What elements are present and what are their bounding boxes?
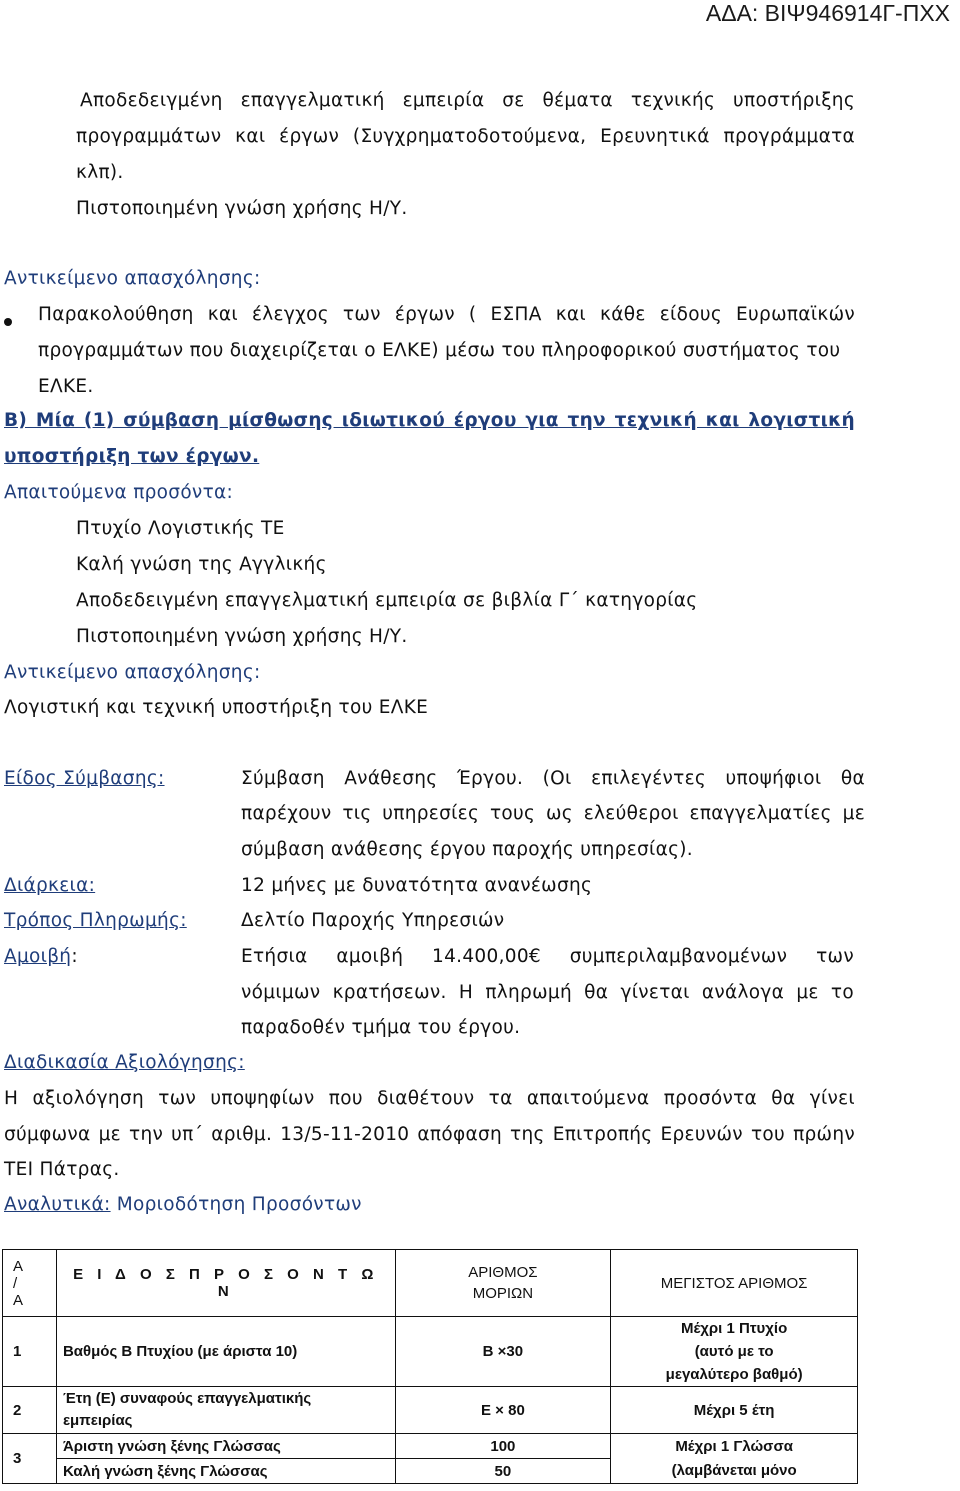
fee-colon: : — [71, 946, 78, 967]
table-row — [3, 1387, 858, 1434]
row-2-aa: 2 — [3, 1387, 57, 1434]
ada-header: ΑΔΑ: ΒΙΨ946914Γ-ΠΧΧ — [705, 0, 950, 26]
analytic-label: Αναλυτικά: — [4, 1194, 111, 1215]
row-4-kind: Καλή γνώση ξένης Γλώσσας — [56, 1459, 395, 1484]
fee-line-2: νόμιμων κρατήσεων. Η πληρωμή θα γίνεται ανάλογα με το — [241, 982, 854, 1003]
header-max: ΜΕΓΙΣΤΟΣ ΑΡΙΘΜΟΣ — [611, 1250, 858, 1317]
object-title-b: Αντικείμενο απασχόλησης: — [4, 662, 261, 683]
bullet-icon — [4, 318, 12, 326]
qual-line-1: Αποδεδειγμένη επαγγελματική εμπειρία σε θέματα τεχνικής υποστήριξης — [80, 90, 855, 111]
table-row — [3, 1317, 858, 1387]
evaluation-line-1: Η αξιολόγηση των υποψηφίων που διαθέτουν τα απαιτούμενα προσόντα θα γίνει — [4, 1088, 855, 1109]
qual-b-4: Πιστοποιημένη γνώση χρήσης Η/Υ. — [76, 626, 408, 647]
analytic-heading — [4, 1194, 362, 1215]
scoring-table — [2, 1249, 858, 1484]
contract-type-label: Είδος Σύμβασης: — [4, 768, 165, 789]
row-2-points: Ε × 80 — [395, 1387, 611, 1434]
contract-type-line-2: παρέχουν τις υπηρεσίες τους ως ελεύθεροι επαγγελματίες με — [241, 803, 865, 824]
qual-line-2: προγραμμάτων και έργων (Συγχρηματοδοτούμενα, Ερευνητικά προγράμματα — [76, 126, 855, 147]
duration-label: Διάρκεια: — [4, 875, 96, 896]
qual-line-4: Πιστοποιημένη γνώση χρήσης Η/Υ. — [76, 198, 408, 219]
evaluation-title: Διαδικασία Αξιολόγησης: — [4, 1052, 245, 1073]
row-3-kind: Άριστη γνώση ξένης Γλώσσας — [56, 1434, 395, 1459]
qual-b-2: Καλή γνώση της Αγγλικής — [76, 554, 327, 575]
row-4-points: 50 — [395, 1459, 611, 1484]
evaluation-line-3: ΤΕΙ Πάτρας. — [4, 1159, 120, 1180]
evaluation-line-2: σύμφωνα με την υπ΄ αριθμ. 13/5-11-2010 απόφαση της Επιτροπής Ερευνών του πρώην — [4, 1124, 855, 1145]
header-aa: Α / Α — [3, 1250, 57, 1317]
fee-label-group — [4, 946, 78, 967]
row-1-points: Β ×30 — [395, 1317, 611, 1387]
fee-line-1: Ετήσια αμοιβή 14.400,00€ συμπεριλαμβανομένων των — [241, 946, 854, 967]
fee-line-3: παραδοθέν τμήμα του έργου. — [241, 1017, 521, 1038]
row-1-kind: Βαθμός Β Πτυχίου (με άριστα 10) — [56, 1317, 395, 1387]
row-3-max: Μέχρι 1 Γλώσσα (λαμβάνεται μόνο — [611, 1434, 858, 1484]
quals-title-b: Απαιτούμενα προσόντα: — [4, 482, 234, 503]
table-header-row — [3, 1250, 858, 1317]
section-b-heading-1: Β) Μία (1) σύμβαση μίσθωσης ιδιωτικού έργου για την τεχνική και λογιστική — [4, 410, 855, 431]
row-3-points: 100 — [395, 1434, 611, 1459]
row-3-aa: 3 — [3, 1434, 57, 1484]
fee-label: Αμοιβή — [4, 946, 72, 967]
qual-b-3: Αποδεδειγμένη επαγγελματική εμπειρία σε βιβλία Γ΄ κατηγορίας — [76, 590, 698, 611]
object-line-a1: Παρακολούθηση και έλεγχος των έργων ( ΕΣΠΑ και κάθε είδους Ευρωπαϊκών — [38, 304, 855, 325]
section-b-heading-2: υποστήριξη των έργων. — [4, 446, 260, 467]
object-text-b: Λογιστική και τεχνική υποστήριξη του ΕΛΚΕ — [4, 697, 429, 718]
header-points: ΑΡΙΘΜΟΣ ΜΟΡΙΩΝ — [395, 1250, 611, 1317]
row-1-aa: 1 — [3, 1317, 57, 1387]
qual-b-1: Πτυχίο Λογιστικής ΤΕ — [76, 518, 285, 539]
object-title-a: Αντικείμενο απασχόλησης: — [4, 268, 261, 289]
payment-value: Δελτίο Παροχής Υπηρεσιών — [241, 910, 505, 931]
payment-label: Τρόπος Πληρωμής: — [4, 910, 187, 931]
row-2-kind: Έτη (Ε) συναφούς επαγγελματικής εμπειρίας — [56, 1387, 395, 1434]
row-1-max: Μέχρι 1 Πτυχίο (αυτό με το μεγαλύτερο βαθμό) — [611, 1317, 858, 1387]
duration-value: 12 μήνες με δυνατότητα ανανέωσης — [241, 875, 593, 896]
analytic-text: Μοριοδότηση Προσόντων — [110, 1194, 362, 1215]
row-2-max: Μέχρι 5 έτη — [611, 1387, 858, 1434]
table-row — [3, 1434, 858, 1459]
header-kind: Ε Ι Δ Ο Σ Π Ρ Ο Σ Ο Ν Τ Ω Ν — [56, 1250, 395, 1317]
object-line-a3: ΕΛΚΕ. — [38, 376, 94, 397]
qual-line-3: κλπ). — [76, 162, 124, 183]
contract-type-line-1: Σύμβαση Ανάθεσης Έργου. (Οι επιλεγέντες υποψήφιοι θα — [241, 768, 865, 789]
object-line-a2: προγραμμάτων που διαχειρίζεται ο ΕΛΚΕ) μέσω του πληροφορικού συστήματος του — [38, 340, 841, 361]
contract-type-line-3: σύμβαση ανάθεσης έργου παροχής υπηρεσίας). — [241, 839, 693, 860]
